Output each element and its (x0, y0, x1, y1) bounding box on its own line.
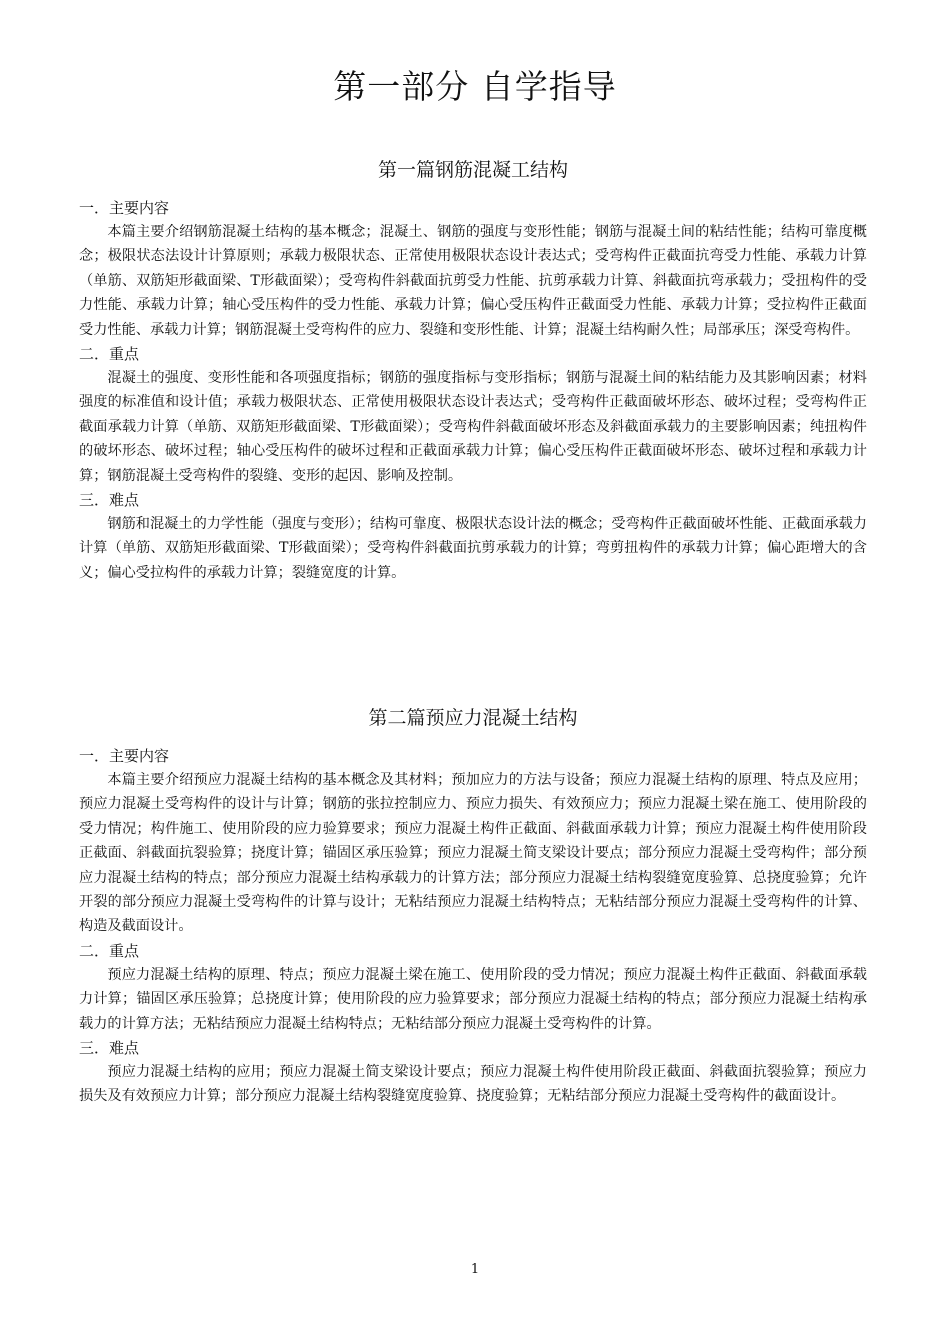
part-reinforced-concrete (79, 156, 867, 585)
part-title: 第一篇钢筋混凝工结构 (377, 159, 568, 181)
section-text-difficulties: 预应力混凝土结构的应用；预应力混凝土简支梁设计要点；预应力混凝土构件使用阶段正截面、斜截面抗裂验算；预应力损失及有效预应力计算；部分预应力混凝土结构裂缝宽度验算、挠度验算；无粘结部分预应力混凝土受弯构件的截面设计。 (79, 1064, 867, 1105)
section-heading-key-points: 二．重点 (79, 345, 140, 364)
section-text-key-points: 预应力混凝土结构的原理、特点；预应力混凝土梁在施工、使用阶段的受力情况；预应力混凝土构件正截面、斜截面承载力计算；锚固区承压验算；总挠度计算；使用阶段的应力验算要求；部分预应力混凝土结构的特点；部分预应力混凝土结构承载力的计算方法；无粘结预应力混凝土结构特点；无粘结部分预应力混凝土受弯构件的计算。 (79, 966, 867, 1032)
section-heading-difficulties: 三．难点 (79, 1039, 140, 1058)
section-heading-difficulties: 三．难点 (79, 491, 140, 510)
section-heading-main-content: 一．主要内容 (79, 199, 170, 217)
part-prestressed-concrete (79, 704, 867, 1109)
section-text-key-points: 混凝土的强度、变形性能和各项强度指标；钢筋的强度指标与变形指标；钢筋与混凝土间的粘结能力及其影响因素；材料强度的标准值和设计值；承载力极限状态、正常使用极限状态设计表达式；受弯构件正截面破坏形态、破坏过程；受弯构件正截面承载力计算（单筋、双筋矩形截面梁、T形截面梁）；受弯构件斜截面破坏形态及斜截面承载力的主要影响因素；纯扭构件的破坏形态、破坏过程；轴心受压构件的破坏过程和正截面承载力计算；偏心受压构件正截面破坏形态、破坏过程和承载力计算；钢筋混凝土受弯构件的裂缝、变形的起因、影响及控制。 (79, 370, 867, 484)
part-title: 第二篇预应力混凝土结构 (368, 707, 578, 729)
page-number: 1 (470, 1262, 480, 1277)
section-heading-main-content: 一．主要内容 (79, 747, 170, 765)
section-text-difficulties: 钢筋和混凝土的力学性能（强度与变形）；结构可靠度、极限状态设计法的概念；受弯构件正截面破坏性能、正截面承载力计算（单筋、双筋矩形截面梁、T形截面梁）；受弯构件斜截面抗剪承载力的计算；弯剪扭构件的承载力计算；偏心距增大的含义；偏心受拉构件的承载力计算；裂缝宽度的计算。 (79, 516, 867, 581)
section-text-main-content: 本篇主要介绍钢筋混凝土结构的基本概念；混凝土、钢筋的强度与变形性能；钢筋与混凝土间的粘结性能；结构可靠度概念；极限状态法设计计算原则；承载力极限状态、正常使用极限状态设计表达式；受弯构件正截面抗弯受力性能、承载力计算（单筋、双筋矩形截面梁、T形截面梁）；受弯构件斜截面抗剪受力性能、抗剪承载力计算、斜截面抗弯承载力；受扭构件的受力性能、承载力计算；轴心受压构件的受力性能、承载力计算；偏心受压构件正截面受力性能、承载力计算；受拉构件正截面受力性能、承载力计算；钢筋混凝土受弯构件的应力、裂缝和变形性能、计算；混凝土结构耐久性；局部承压；深受弯构件。 (79, 224, 867, 338)
section-text-main-content: 本篇主要介绍预应力混凝土结构的基本概念及其材料；预加应力的方法与设备；预应力混凝土结构的原理、特点及应用；预应力混凝土受弯构件的设计与计算；钢筋的张拉控制应力、预应力损失、有效预应力；预应力混凝土梁在施工、使用阶段的受力情况；构件施工、使用阶段的应力验算要求；预应力混凝土构件正截面、斜截面承载力计算；预应力混凝土构件使用阶段正截面、斜截面抗裂验算；挠度计算；锚固区承压验算；预应力混凝土简支梁设计要点；部分预应力混凝土受弯构件；部分预应力混凝土结构的特点；部分预应力混凝土结构承载力的计算方法；部分预应力混凝土结构裂缝宽度验算、总挠度验算；允许开裂的部分预应力混凝土受弯构件的计算与设计；无粘结预应力混凝土结构特点；无粘结部分预应力混凝土受弯构件的计算、构造及截面设计。 (79, 772, 867, 935)
page-title: 第一部分 自学指导 (333, 67, 617, 106)
section-heading-key-points: 二．重点 (79, 941, 140, 960)
